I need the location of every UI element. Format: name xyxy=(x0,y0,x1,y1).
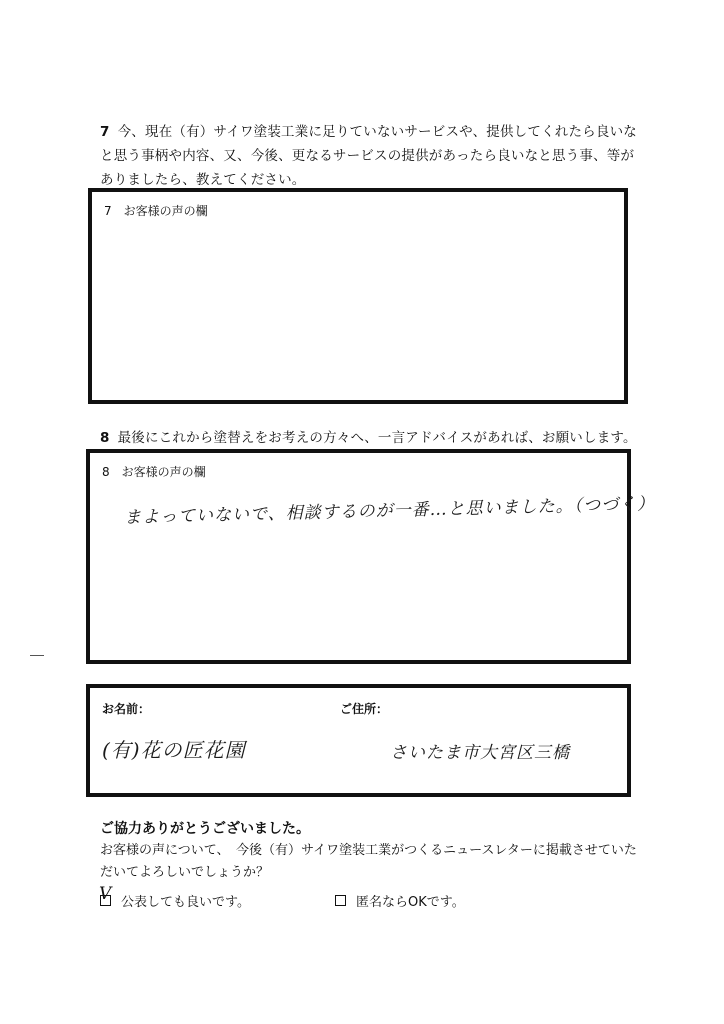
answer-box-8[interactable] xyxy=(86,449,656,664)
address-label: ご住所： xyxy=(340,702,389,716)
address-handwritten[interactable]: さいたま市大宮区三橋 xyxy=(390,743,570,763)
question-7-text: 今、現在（有）サイワ塗装工業に足りていないサービスや、提供してくれたら良いなと思う事柄や内容、又、今後、更なるサービスの提供があったら良いなと思う事、等がありましたら、教えてください。 xyxy=(100,124,637,188)
name-handwritten[interactable]: (有)花の匠花園 xyxy=(102,738,246,762)
question-8-text: 最後にこれから塗替えをお考えの方々へ、一言アドバイスがあれば、お願いします。 xyxy=(117,430,637,446)
checkbox-publish-ok[interactable] xyxy=(99,884,112,906)
consent-question: お客様の声について、 今後（有）サイワ塗装工業がつくるニュースレターに掲載させていただいてよろしいでしょうか？ xyxy=(100,843,637,880)
question-7-number: 7 xyxy=(100,124,110,140)
option-anonymous-ok[interactable] xyxy=(335,891,465,910)
answer-8-handwritten: まよっていないで、相談するのが一番…と思いました。（つづく） xyxy=(123,494,656,528)
question-8 xyxy=(100,426,640,450)
name-label: お名前： xyxy=(102,702,151,716)
option-anonymous-ok-label: 匿名ならOKです。 xyxy=(356,895,465,910)
checkbox-anonymous-ok[interactable] xyxy=(335,895,346,906)
thanks-message: ご協力ありがとうございました。 xyxy=(100,821,310,837)
customer-info-box xyxy=(86,684,631,797)
option-publish-ok[interactable] xyxy=(99,884,250,910)
option-publish-ok-label: 公表しても良いです。 xyxy=(121,895,250,910)
answer-box-7-label: 7 お客様の声の欄 xyxy=(104,204,208,218)
answer-box-8-label: 8 お客様の声の欄 xyxy=(102,465,206,479)
question-7 xyxy=(100,120,640,192)
stray-pen-mark xyxy=(30,655,44,656)
question-8-number: 8 xyxy=(100,430,110,446)
checkmark-icon: V xyxy=(99,884,112,904)
answer-box-7[interactable] xyxy=(88,188,628,404)
